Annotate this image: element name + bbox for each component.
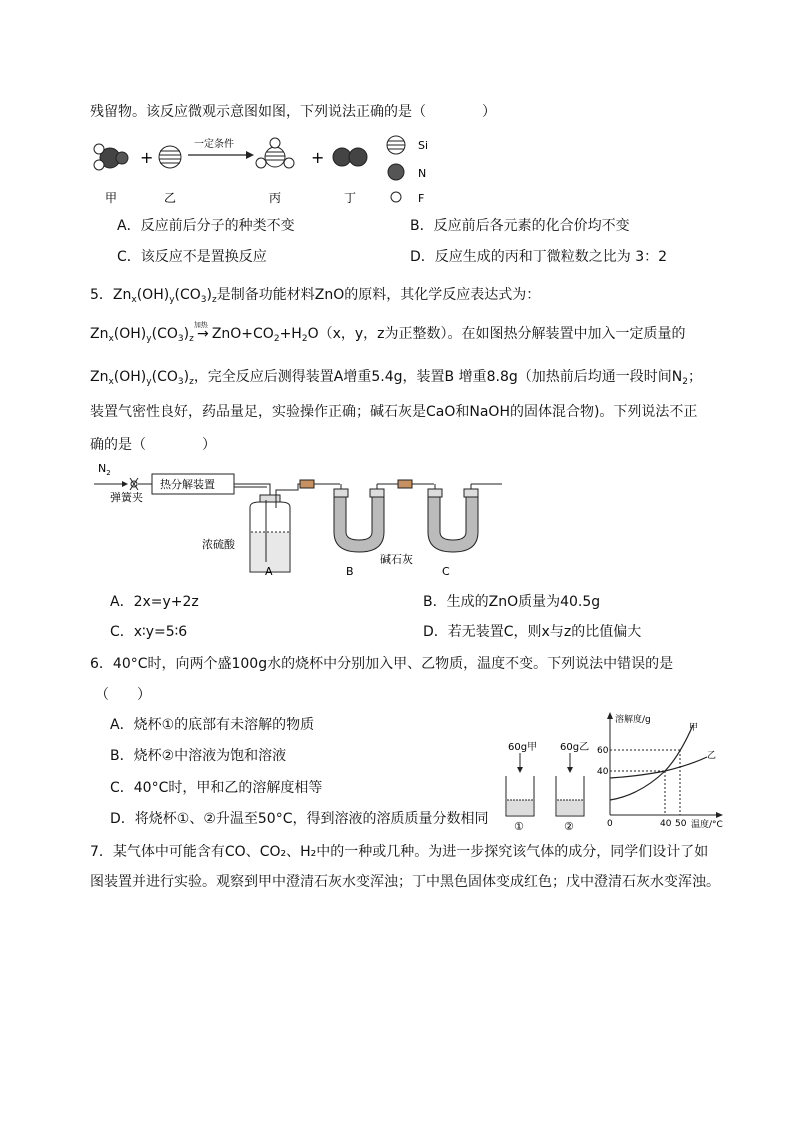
- origin-label: 0: [607, 819, 613, 829]
- q5-option-c: C．x∶y=5∶6: [110, 624, 188, 640]
- beaker-1-number: ①: [514, 820, 524, 833]
- bottle-a: [250, 495, 290, 572]
- curve-yi: [610, 757, 707, 778]
- label-bing: 丙: [269, 191, 282, 205]
- u-tube-b: [334, 484, 384, 552]
- label-b: B: [346, 565, 354, 578]
- x-tick-50: 50: [675, 819, 687, 829]
- atom-legend: [387, 136, 428, 205]
- box-label: 热分解装置: [160, 478, 215, 491]
- q4-option-b: B．反应前后各元素的化合价均不变: [410, 218, 630, 234]
- curve-jia: [610, 725, 693, 800]
- acid-label: 浓硫酸: [202, 538, 235, 551]
- q4-option-a: A．反应前后分子的种类不变: [117, 218, 295, 234]
- q5-line-5: 确的是（ ）: [90, 437, 216, 453]
- beaker-1: [506, 776, 534, 816]
- label-c: C: [442, 565, 450, 578]
- q4-reaction-diagram: [90, 135, 450, 210]
- beaker-2: [556, 776, 584, 816]
- legend-f: F: [418, 192, 425, 205]
- q5-option-a: A．2x=y+2z: [110, 594, 199, 610]
- u-tube-c: [428, 484, 478, 552]
- q7-line-2: 图装置并进行实验。观察到甲中澄清石灰水变浑浊；丁中黑色固体变成红色；戊中澄清石灰水变浑浊。: [90, 874, 720, 890]
- series-label-jia: 甲: [689, 723, 699, 733]
- q6-option-d: D．将烧杯①、②升温至50°C，得到溶液的溶质质量分数相同: [110, 811, 489, 827]
- rubber-connector-1: [300, 480, 314, 488]
- q4-option-d: D．反应生成的丙和丁微粒数之比为 3：2: [410, 249, 668, 265]
- beaker-2-label: 60g乙: [560, 742, 590, 753]
- beaker-2-number: ②: [564, 820, 574, 833]
- y-tick-40: 40: [597, 767, 609, 777]
- n2-label: $N_2$: [98, 462, 111, 477]
- label-ding: 丁: [344, 191, 357, 205]
- q6-option-b: B．烧杯②中溶液为饱和溶液: [110, 748, 287, 764]
- heat-label: 加热: [193, 321, 208, 329]
- legend-si: Si: [418, 139, 429, 152]
- label-jia: 甲: [105, 191, 118, 205]
- q5-line-3: $Zn_x(OH)_y(CO_3)_z$，完全反应后测得装置A增重5.4g，装置B 增重8.8g（加热前后均通一段时间$N_2$；: [90, 369, 702, 387]
- q5-apparatus-diagram: [90, 462, 510, 582]
- q5-line-2: $Zn_x(OH)_y(CO_3)_z$ 加热 → $ZnO+CO_2+H_2O(x$，y，z为正整数）。在如图热分解装置中加入一定质量的: [90, 324, 686, 349]
- plus-sign-2: +: [311, 148, 325, 167]
- arrow-condition: 一定条件: [194, 139, 234, 150]
- q6-solubility-graph: [595, 710, 730, 832]
- label-a: A: [265, 565, 273, 578]
- rubber-connector-2: [398, 480, 412, 488]
- q6-line-1: 6．40°C时，向两个盛100g水的烧杯中分别加入甲、乙物质，温度不变。下列说法中错误的是: [90, 656, 674, 672]
- series-label-yi: 乙: [707, 751, 717, 761]
- plus-sign-1: +: [140, 148, 154, 167]
- q5-option-d: D．若无装置C，则x与z的比值偏大: [423, 624, 642, 640]
- q4-intro: 残留物。该反应微观示意图如图，下列说法正确的是（ ）: [90, 104, 496, 120]
- legend-n: N: [418, 167, 427, 180]
- molecule-jia: [94, 144, 128, 170]
- q6-option-c: C．40°C时，甲和乙的溶解度相等: [110, 780, 323, 796]
- q6-beakers: [500, 738, 595, 833]
- spring-clamp-icon: [130, 478, 138, 490]
- q5-option-b: B．生成的ZnO质量为40.5g: [423, 594, 601, 610]
- label-yi: 乙: [164, 191, 177, 205]
- q6-line-2: （ ）: [95, 687, 151, 703]
- y-axis-label: 溶解度/g: [615, 715, 651, 725]
- x-tick-40: 40: [660, 819, 672, 829]
- q5-line-4: 装置气密性良好，药品量足，实验操作正确；碱石灰是CaO和NaOH的固体混合物)。下列说法不正: [90, 404, 698, 420]
- clamp-label: 弹簧夹: [110, 491, 143, 504]
- q7-line-1: 7．某气体中可能含有CO、CO₂、H₂中的一种或几种。为进一步探究该气体的成分，同学们设计了如: [90, 844, 709, 860]
- q6-option-a: A．烧杯①的底部有未溶解的物质: [110, 717, 315, 733]
- q5-line-1: 5．$Zn_x(OH)_y(CO_3)_z$是制备功能材料ZnO的原料，其化学反应表达式为：: [90, 287, 541, 305]
- beaker-1-label: 60g甲: [508, 742, 538, 753]
- lime-label: 碱石灰: [380, 553, 413, 566]
- q4-option-c: C．该反应不是置换反应: [117, 249, 267, 265]
- molecule-ding: [333, 148, 367, 166]
- y-tick-60: 60: [597, 746, 609, 756]
- x-axis-label: 温度/°C: [691, 820, 723, 830]
- molecule-yi: [159, 146, 181, 168]
- molecule-bing: [256, 138, 294, 168]
